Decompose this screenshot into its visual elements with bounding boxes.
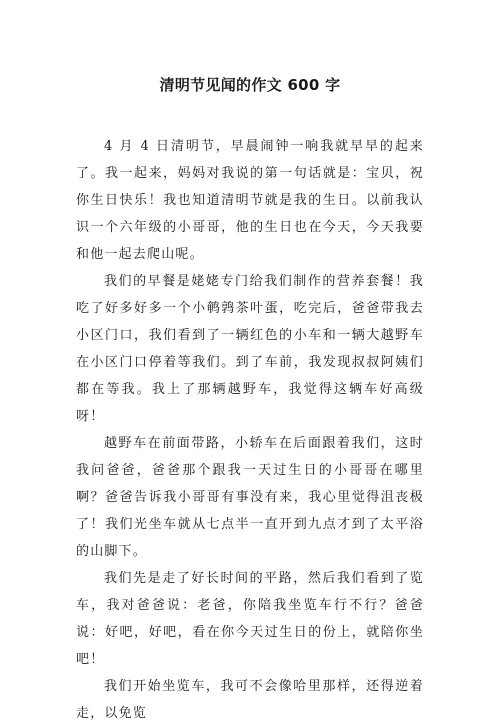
- document-title: 清明节见闻的作文 600 字: [159, 76, 341, 94]
- paragraph-1: 4 月 4 日清明节，早晨闹钟一响我就早早的起来了。我一起来，妈妈对我说的第一句话就是：宝贝，祝你生日快乐！我也知道清明节就是我的生日。以前我认识一个六年级的小哥哥，他的生日也在今天，今天我要和他一起去爬山呢。: [76, 139, 424, 262]
- paragraph-2: 我们的早餐是姥姥专门给我们制作的营养套餐！我吃了好多好多一个小鹌鹑茶叶蛋，吃完后，爸爸带我去小区门口，我们看到了一辆红色的小车和一辆大越野车在小区门口停着等我们。到了车前，我发现叔叔阿姨们都在等我。我上了那辆越野车，我觉得这辆车好高级呀！: [76, 274, 424, 424]
- paragraph-5: 我们开始坐览车，我可不会像哈里那样，还得逆着走，以免览: [76, 679, 424, 721]
- paragraph-4: 我们先是走了好长时间的平路，然后我们看到了览车，我对爸爸说：老爸，你陪我坐览车行不行？爸爸说：好吧，好吧，看在你今天过生日的份上，就陪你坐吧！: [76, 571, 424, 667]
- document-body: [76, 133, 424, 727]
- paragraph-3: 越野车在前面带路，小轿车在后面跟着我们，这时我问爸爸，爸爸那个跟我一天过生日的小哥哥在哪里啊？爸爸告诉我小哥哥有事没有来，我心里觉得沮丧极了！我们光坐车就从七点半一直开到九点才到了太平浴的山脚下。: [76, 436, 424, 559]
